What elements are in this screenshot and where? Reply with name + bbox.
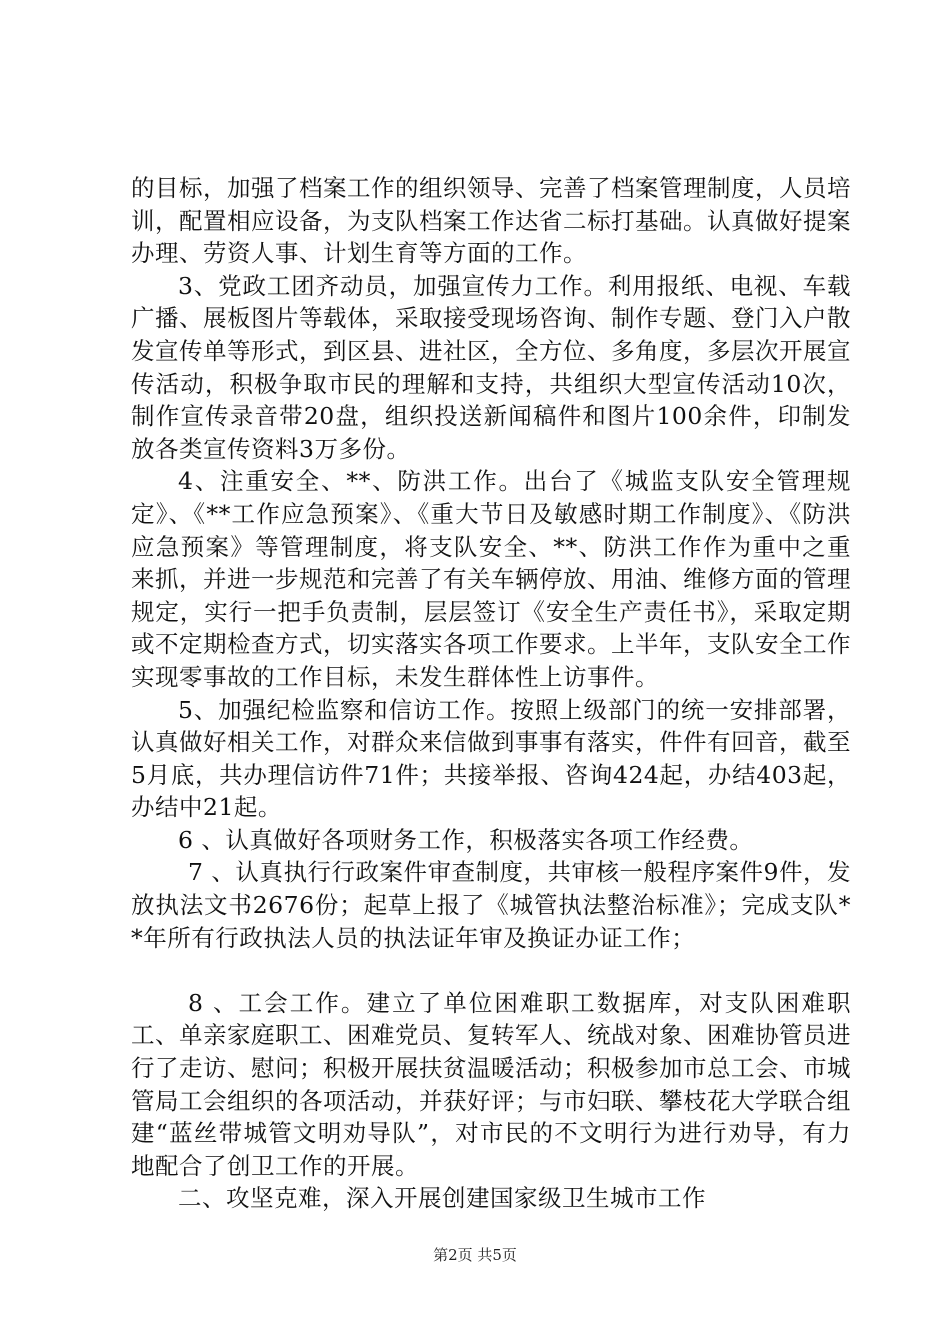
paragraph-archive-work: 的目标，加强了档案工作的组织领导、完善了档案管理制度，人员培训，配置相应设备，为支队档案工作达省二标打基础。认真做好提案办理、劳资人事、计划生育等方面的工作。 xyxy=(131,174,851,268)
paragraph-publicity-work: 3、党政工团齐动员，加强宣传力工作。利用报纸、电视、车载广播、展板图片等载体，采取接受现场咨询、制作专题、登门入户散发宣传单等形式，到区县、进社区，全方位、多角度，多层次开展宣传活动，积极争取市民的理解和支持，共组织大型宣传活动10次，制作宣传录音带20盘，组织投送新闻稿件和图片100余件，印制发放各类宣传资料3万多份。 xyxy=(131,271,851,463)
document-body xyxy=(131,172,851,1215)
page-footer xyxy=(0,1245,950,1265)
paragraph-administrative-case-review: 7 、认真执行行政案件审查制度，共审核一般程序案件9件，发放执法文书2676份；起草上报了《城管执法整治标准》；完成支队**年所有行政执法人员的执法证年审及换证办证工作； xyxy=(131,858,851,952)
paragraph-union-work: 8 、工会工作。建立了单位困难职工数据库，对支队困难职工、单亲家庭职工、困难党员、复转军人、统战对象、困难协管员进行了走访、慰问；积极开展扶贫温暖活动；积极参加市总工会、市城管局工会组织的各项活动，并获好评；与市妇联、攀枝花大学联合组建“蓝丝带城管文明劝导队”，对市民的不文明行为进行劝导，有力地配合了创卫工作的开展。 xyxy=(131,988,851,1180)
paragraph-safety-work: 4、注重安全、**、防洪工作。出台了《城监支队安全管理规定》、《**工作应急预案》、《重大节日及敏感时期工作制度》、《防洪应急预案》等管理制度，将支队安全、**、防洪工作作为重中之重来抓，并进一步规范和完善了有关车辆停放、用油、维修方面的管理规定，实行一把手负责制，层层签订《安全生产责任书》，采取定期或不定期检查方式，切实落实各项工作要求。上半年，支队安全工作实现零事故的工作目标，未发生群体性上访事件。 xyxy=(131,467,851,691)
blank-line xyxy=(131,954,851,987)
paragraph-finance-work: 6 、认真做好各项财务工作，积极落实各项工作经费。 xyxy=(178,825,754,854)
section-heading-sanitary-city: 二、攻坚克难，深入开展创建国家级卫生城市工作 xyxy=(178,1184,706,1213)
paragraph-discipline-petition-work: 5、加强纪检监察和信访工作。按照上级部门的统一安排部署，认真做好相关工作，对群众来信做到事事有落实，件件有回音，截至5月底，共办理信访件71件；共接举报、咨询424起，办结403起，办结中21起。 xyxy=(131,695,851,822)
page-number-indicator: 第2页 共5页 xyxy=(433,1246,517,1264)
